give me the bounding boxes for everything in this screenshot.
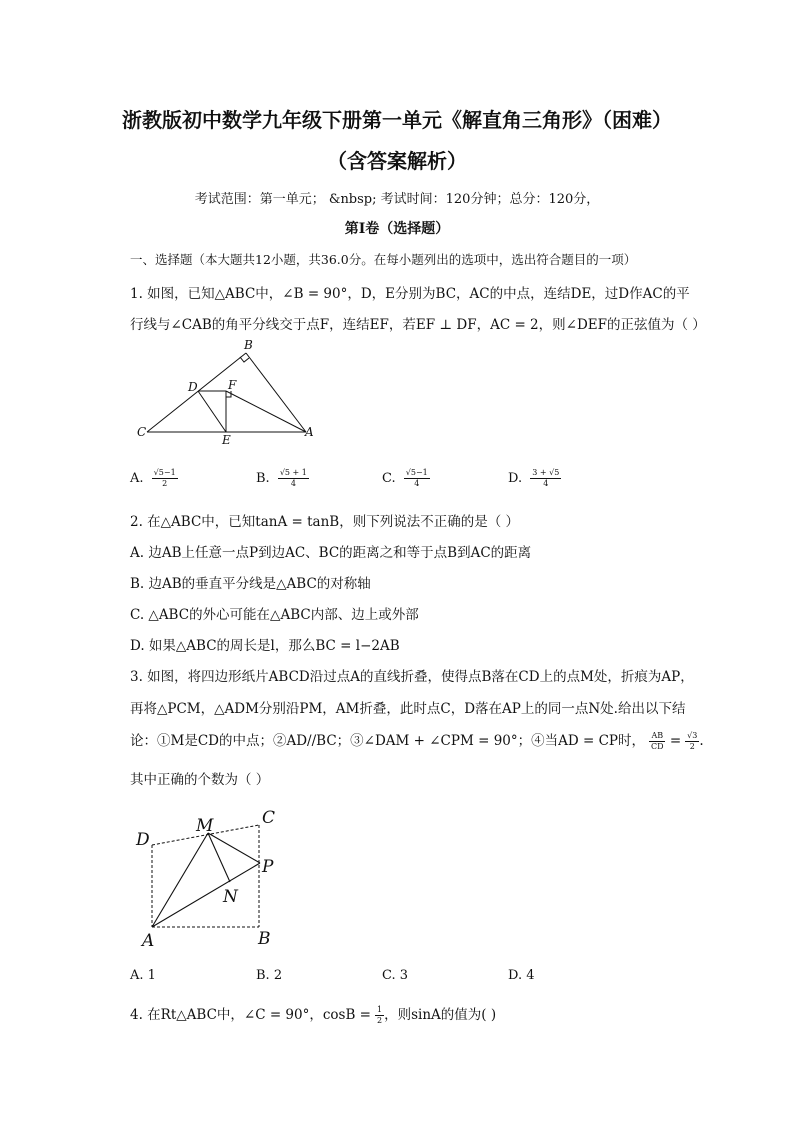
q2-option-c[interactable]: C. △ABC的外心可能在△ABC内部、边上或外部 (130, 607, 419, 623)
q1-right-angle-b (240, 357, 249, 362)
q3-seg-am (152, 833, 208, 927)
q1-option-b-letter: B. (256, 471, 270, 486)
q1-option-a[interactable] (130, 468, 178, 489)
q4-stem-post: ，则sinA的值为( ) (384, 1007, 497, 1023)
q3-label-d: D (136, 830, 150, 850)
q3-option-b[interactable]: B. 2 (256, 968, 283, 983)
q1-label-b: B (244, 338, 253, 352)
q2-option-b[interactable]: B. 边AB的垂直平分线是△ABC的对称轴 (130, 576, 371, 592)
q3-label-b: B (258, 929, 271, 949)
q4-stem (130, 1003, 496, 1026)
q1-label-f: F (228, 378, 237, 392)
q2-option-a[interactable]: A. 边AB上任意一点P到边AC、BC的距离之和等于点B到AC的距离 (130, 545, 532, 561)
q3-frac-num: AB (651, 731, 664, 740)
q3-label-n: N (223, 887, 238, 907)
q3-seg-mp (208, 833, 260, 863)
q3-option-c[interactable]: C. 3 (382, 968, 409, 983)
q3-line3-text: 论：①M是CD的中点；②AD//BC；③∠DAM + ∠CPM = 90°；④当AD = CP时， (130, 733, 645, 749)
q1-option-a-num: √5−1 (153, 468, 176, 477)
q3-seg-ap (152, 863, 260, 927)
q1-option-a-letter: A. (130, 471, 144, 486)
q2-option-d[interactable]: D. 如果△ABC的周长是l，那么BC = l−2AB (130, 638, 400, 654)
q3-option-d[interactable]: D. 4 (508, 968, 535, 983)
q1-label-c: C (137, 425, 147, 439)
q4-frac-den: 2 (377, 1016, 383, 1025)
doc-title-line2: （含答案解析） (327, 149, 467, 173)
q4-frac-num: 1 (377, 1005, 383, 1014)
q1-label-e: E (222, 433, 231, 447)
q3-option-a[interactable]: A. 1 (130, 968, 156, 983)
q3-label-c: C (262, 808, 276, 828)
q2-stem: 2. 在△ABC中，已知tanA = tanB，则下列说法不正确的是（ ） (130, 514, 519, 530)
q3-frac-den: CD (651, 742, 664, 751)
q3-rhs-den: 2 (689, 742, 695, 751)
q3-seg-mn (208, 833, 230, 882)
section-heading: 一、选择题（本大题共12小题，共36.0分。在每小题列出的选项中，选出符合题目的一项） (130, 252, 637, 267)
q1-option-b-num: √5 + 1 (279, 468, 307, 477)
q3-label-p: P (262, 857, 274, 877)
q1-option-d-num: 3 + √5 (532, 468, 560, 477)
q1-option-c-letter: C. (382, 471, 396, 486)
q3-stem-line1: 3. 如图，将四边形纸片ABCD沿过点A的直线折叠，使得点B落在CD上的点M处，折痕为AP， (130, 669, 694, 685)
q3-rhs-num: √3 (687, 731, 698, 740)
q1-option-c[interactable] (382, 468, 430, 489)
q3-stem-line2: 再将△PCM，△ADM分别沿PM，AM折叠，此时点C，D落在AP上的同一点N处.给出以下结 (130, 701, 686, 717)
q1-option-d-letter: D. (508, 471, 523, 486)
q1-option-d-den: 4 (543, 479, 549, 488)
q1-label-a: A (305, 425, 314, 439)
q1-option-a-den: 2 (162, 479, 168, 488)
q4-stem-pre: 4. 在Rt△ABC中，∠C = 90°，cosB = (130, 1007, 371, 1023)
q3-label-m: M (196, 816, 214, 836)
q3-stem-line3 (130, 729, 704, 752)
q1-seg-ba (246, 353, 306, 432)
q3-eq-sign: = (669, 733, 682, 749)
q1-seg-de (198, 391, 226, 432)
q1-option-d[interactable] (508, 468, 561, 489)
exam-meta: 考试范围：第一单元； &nbsp; 考试时间：120分钟；总分：120分， (194, 192, 600, 207)
q1-option-c-num: √5−1 (405, 468, 428, 477)
doc-title-line1: 浙教版初中数学九年级下册第一单元《解直角三角形》（困难） (122, 108, 672, 132)
q1-label-d: D (188, 380, 198, 394)
q1-option-b-den: 4 (290, 479, 296, 488)
q1-seg-fa (226, 391, 306, 432)
q3-label-a: A (142, 931, 155, 951)
q3-line3-end: . (699, 733, 704, 749)
q1-option-c-den: 4 (414, 479, 420, 488)
q1-triangle-figure (130, 338, 330, 450)
volume-heading: 第I卷（选择题） (344, 221, 450, 237)
q1-stem-line2: 行线与∠CAB的角平分线交于点F，连结EF，若EF ⊥ DF，AC = 2，则∠DEF的正弦值为（ ） (130, 317, 706, 333)
q1-stem-line1: 1. 如图，已知△ABC中，∠B = 90°，D，E分别为BC，AC的中点，连结DE，过D作AC的平 (130, 286, 690, 302)
q3-quadrilateral-figure (128, 802, 288, 952)
q3-stem-line4: 其中正确的个数为（ ） (130, 772, 270, 788)
q1-option-b[interactable] (256, 468, 309, 489)
